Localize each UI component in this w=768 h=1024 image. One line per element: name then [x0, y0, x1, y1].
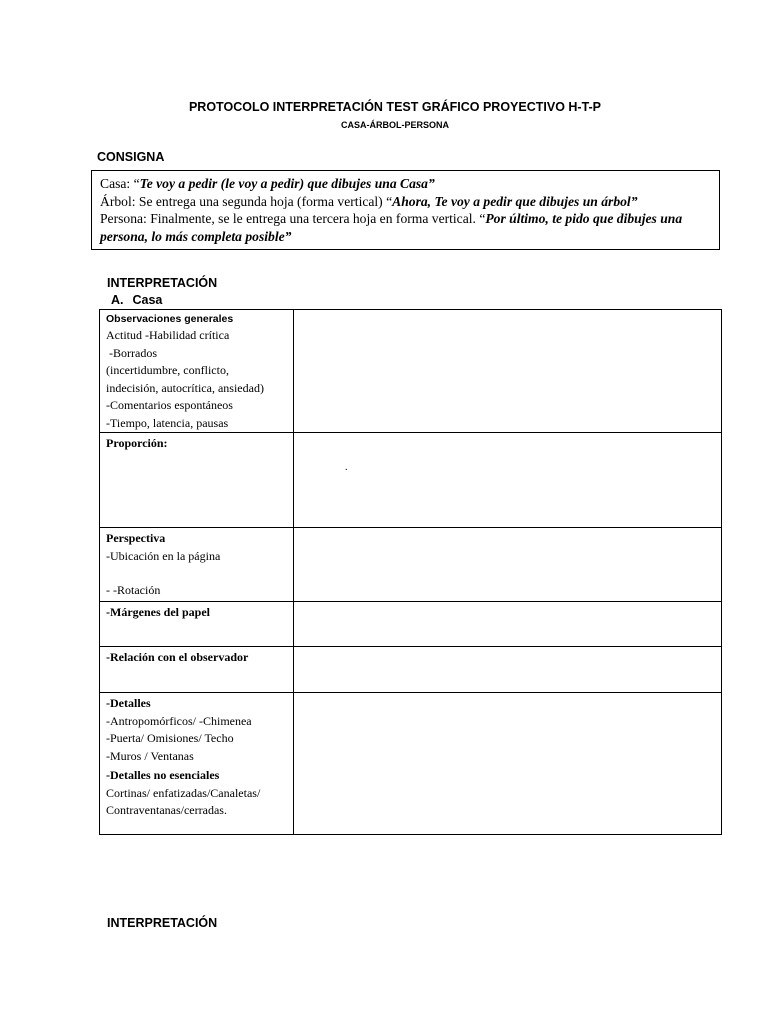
- margenes-answer-cell[interactable]: [294, 602, 722, 647]
- proporcion-heading: Proporción:: [106, 436, 168, 450]
- observaciones-cell: [100, 310, 294, 433]
- detalles-cell: [100, 693, 294, 835]
- table-row: [100, 693, 722, 835]
- proporcion-mark: .: [345, 462, 348, 473]
- perspectiva-cell: [100, 528, 294, 602]
- perspectiva-line: - -Rotación: [106, 583, 161, 597]
- consigna-casa: Casa: “Te voy a pedir (le voy a pedir) que dibujes una Casa”: [100, 176, 435, 191]
- consigna-persona: Persona: Finalmente, se le entrega una tercera hoja en forma vertical. “Por último, te pido que dibujes una persona, lo más completa posible”: [100, 211, 683, 244]
- perspectiva-answer-cell[interactable]: [294, 528, 722, 602]
- detalles-line: -Muros / Ventanas: [106, 748, 194, 763]
- table-row: [100, 310, 722, 433]
- observaciones-line: indecisión, autocrítica, ansiedad): [106, 380, 264, 395]
- detalles-line: -Puerta/ Omisiones/ Techo: [106, 731, 234, 745]
- detalles-no-esenciales-line: Contraventanas/cerradas.: [106, 803, 227, 817]
- perspectiva-line: -Ubicación en la página: [106, 548, 221, 563]
- detalles-no-esenciales-heading: -Detalles no esenciales: [106, 768, 220, 782]
- table-row: [100, 647, 722, 693]
- document-subtitle: CASA-ÁRBOL-PERSONA: [341, 120, 449, 130]
- observaciones-line: -Comentarios espontáneos: [106, 398, 233, 412]
- detalles-heading: -Detalles: [106, 696, 151, 710]
- relacion-heading: -Relación con el observador: [106, 650, 249, 664]
- observaciones-line: -Tiempo, latencia, pausas: [106, 415, 229, 430]
- interpretacion-heading-2: INTERPRETACIÓN: [107, 916, 218, 930]
- observaciones-line: -Borrados: [106, 345, 157, 360]
- document-title: PROTOCOLO INTERPRETACIÓN TEST GRÁFICO PROYECTIVO H-T-P: [188, 100, 602, 114]
- casa-interpretation-table: [99, 309, 722, 835]
- perspectiva-heading: Perspectiva: [106, 531, 166, 545]
- observaciones-answer-cell[interactable]: [294, 310, 722, 433]
- table-row: [100, 433, 722, 528]
- margenes-heading: -Márgenes del papel: [106, 605, 210, 619]
- table-row: [100, 602, 722, 647]
- interpretacion-heading: INTERPRETACIÓN: [107, 276, 218, 290]
- relacion-answer-cell[interactable]: [294, 647, 722, 693]
- detalles-line: -Antropomórficos/ -Chimenea: [106, 713, 252, 728]
- proporcion-answer-cell[interactable]: [294, 433, 722, 528]
- detalles-answer-cell[interactable]: [294, 693, 722, 835]
- relacion-cell: [100, 647, 294, 693]
- table-row: [100, 528, 722, 602]
- observaciones-line: (incertidumbre, conflicto,: [106, 363, 229, 377]
- margenes-cell: [100, 602, 294, 647]
- observaciones-heading: Observaciones generales: [106, 313, 234, 325]
- consigna-arbol: Árbol: Se entrega una segunda hoja (forma vertical) “Ahora, Te voy a pedir que dibujes un árbol”: [100, 193, 638, 209]
- observaciones-line: Actitud -Habilidad crítica: [106, 328, 230, 342]
- consigna-heading: CONSIGNA: [97, 150, 165, 164]
- detalles-no-esenciales-line: Cortinas/ enfatizadas/Canaletas/: [106, 785, 261, 800]
- proporcion-cell: [100, 433, 294, 528]
- section-a-heading: A. Casa: [111, 293, 163, 307]
- consigna-box: [91, 170, 720, 250]
